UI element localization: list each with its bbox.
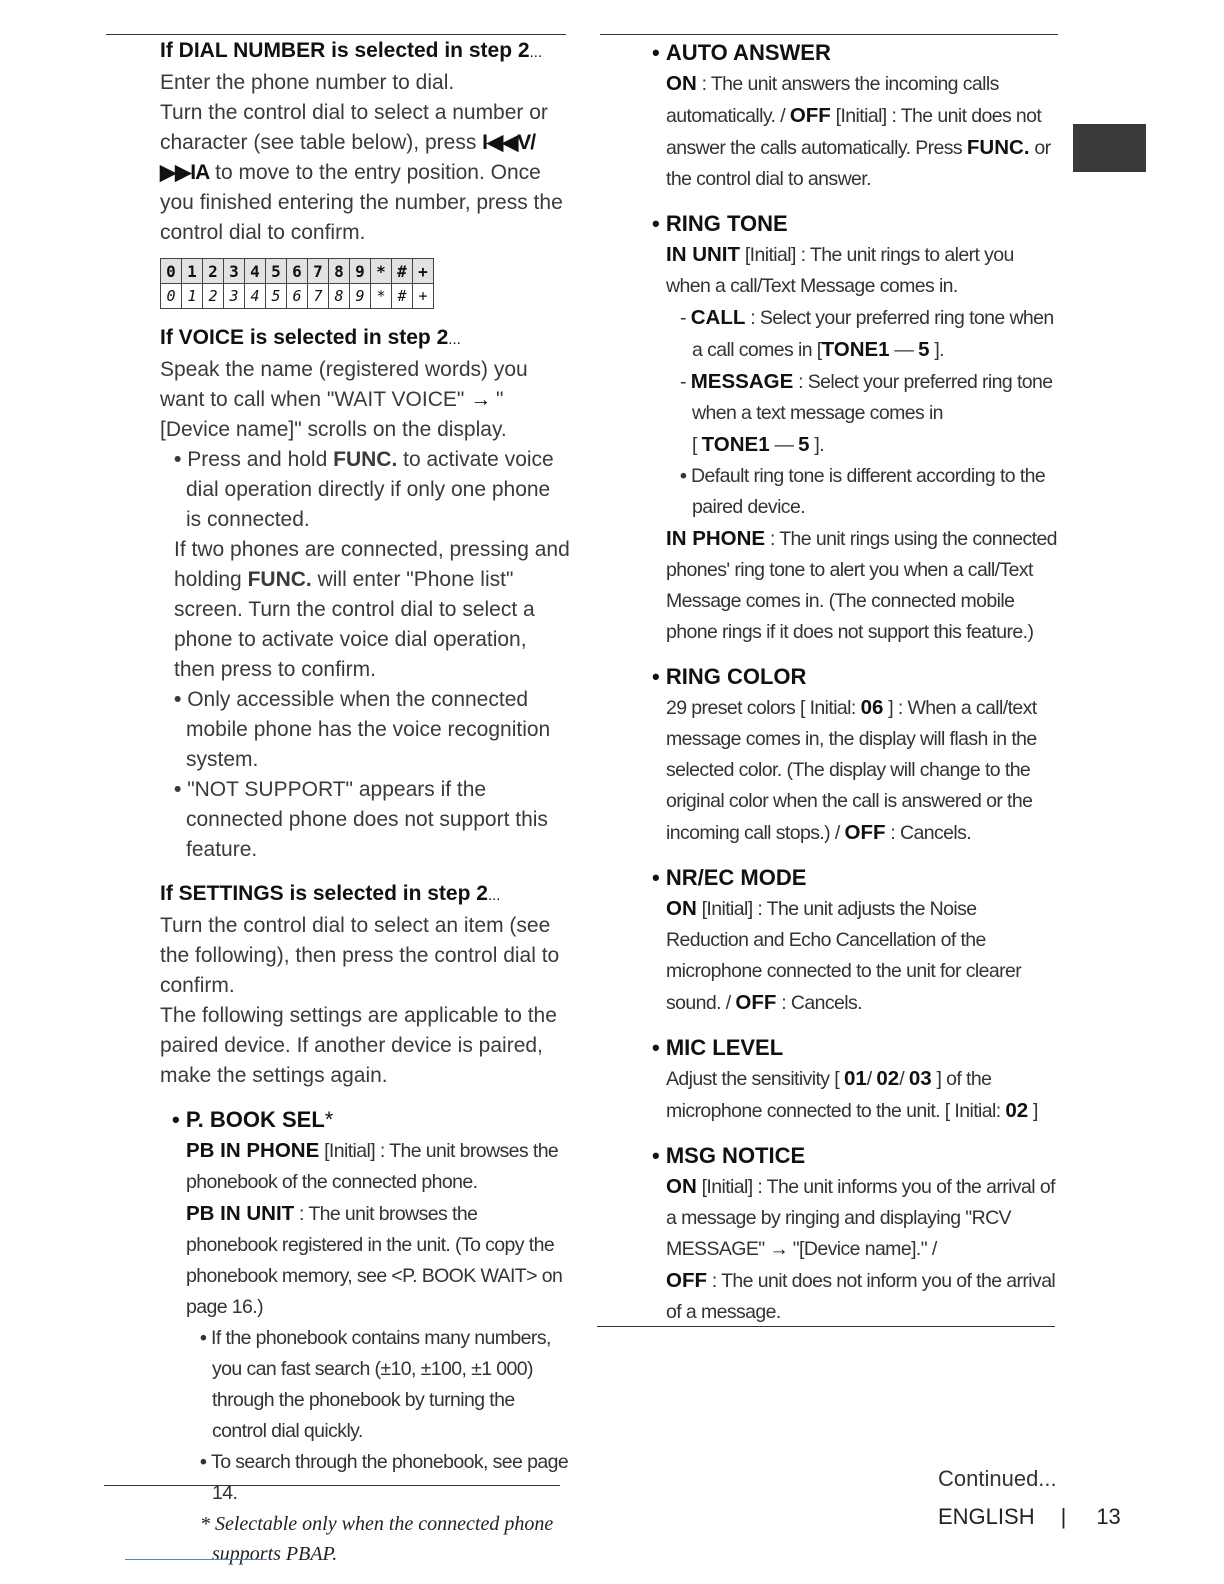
ring-color-off-text: : Cancels.: [890, 822, 972, 844]
arrow-right-icon: →: [470, 388, 491, 411]
message-tone1: TONE1: [701, 433, 770, 456]
settings-note: The following settings are applicable to the paired device. If another device is paired, make the settings again.: [160, 1004, 557, 1087]
footer-language: ENGLISH: [938, 1504, 1035, 1529]
voice-heading-ellipsis: ...: [448, 331, 461, 348]
voice-b1-func: FUNC.: [333, 448, 398, 471]
voice-b1p2-post: will enter "Phone list" screen. Turn the control dial to select a phone to activate voice dial operation, then press to confirm.: [174, 568, 535, 681]
msg-on: ON: [666, 1175, 697, 1198]
auto-answer-section: [652, 38, 1062, 195]
char-display-cell: 6: [287, 284, 308, 309]
mic-initial: 02: [1005, 1099, 1029, 1122]
call-text: : Select your preferred ring tone when a call comes in [: [692, 307, 1054, 361]
ring-tone-in-phone: [652, 523, 1062, 648]
mic-v3: 03: [908, 1067, 932, 1090]
voice-b1p2-pre: If two phones are connected, pressing and holding: [174, 538, 570, 591]
call-dash: —: [889, 339, 919, 361]
voice-bullet-2: • Only accessible when the connected mobile phone has the voice recognition system.: [160, 685, 570, 775]
auto-answer-tail: or the control dial to answer.: [666, 137, 1051, 190]
msg-off-text: : The unit does not inform you of the arrival of a message.: [666, 1270, 1056, 1323]
ring-color-initial: 06: [860, 696, 884, 719]
section-tab-marker: [1073, 124, 1146, 172]
message-five: 5: [798, 433, 810, 456]
call-tone1: TONE1: [821, 338, 890, 361]
ring-tone-call: - CALL : Select your preferred ring tone when a call comes in [TONE1 — 5 ].: [680, 306, 1054, 361]
pbook-heading: [172, 1105, 570, 1135]
in-unit-text: [Initial] : The unit rings to alert you when a call/Text Message comes in.: [666, 244, 1014, 297]
ring-color-text: [652, 692, 1062, 849]
msg-notice-heading: • MSG NOTICE: [652, 1141, 1062, 1171]
nrec-heading: • NR/EC MODE: [652, 863, 1062, 893]
decorative-blue-line: [125, 1559, 267, 1560]
pb-in-phone-label: PB IN PHONE: [186, 1139, 320, 1162]
mic-v2: 02: [876, 1067, 900, 1090]
char-cell: 7: [308, 259, 329, 284]
voice-bullet-1: [160, 445, 570, 535]
page-number: 13: [1096, 1504, 1121, 1529]
top-rule-right: [600, 34, 1058, 35]
settings-heading: [160, 879, 570, 911]
voice-instruction: [160, 355, 570, 445]
msg-device-name: "[Device name]." /: [792, 1238, 937, 1260]
pbook-heading-text: P. BOOK SEL: [185, 1107, 325, 1132]
char-cell: 6: [287, 259, 308, 284]
pbook-bullet-fast-search: • If the phonebook contains many numbers, you can fast search (±10, ±100, ±1 000) through the phonebook by turning the control dial quickly.: [186, 1323, 570, 1447]
in-phone-label: IN PHONE: [666, 527, 766, 550]
char-cell: 5: [266, 259, 287, 284]
nrec-section: [652, 863, 1062, 1019]
settings-heading-ellipsis: ...: [487, 887, 501, 904]
continued-label: Continued...: [938, 1466, 1057, 1491]
ring-color-desc: ] : When a call/text message comes in, the display will flash in the selected color. (The display will change to the original color when the call is answered or the incoming call stops.) /: [666, 697, 1037, 844]
pbook-footnote: * Selectable only when the connected phone supports PBAP.: [200, 1513, 554, 1565]
char-display-cell: 0: [161, 284, 182, 309]
msg-off: OFF: [666, 1269, 707, 1292]
mic-post: ] of the microphone connected to the unit. [ Initial:: [666, 1068, 1001, 1122]
pb-in-unit-label: PB IN UNIT: [186, 1202, 295, 1225]
in-phone-text: : The unit rings using the connected phones' ring tone to alert you when a call/Text Message comes in. (The connected mobile phone rings if it does not support this feature.): [666, 528, 1057, 643]
ring-color-heading: • RING COLOR: [652, 662, 1062, 692]
pbook-bullet-search: • To search through the phonebook, see page 14.: [186, 1447, 570, 1509]
voice-heading-text: If VOICE is selected in step 2: [160, 326, 449, 349]
char-display-cell: 7: [308, 284, 329, 309]
arrow-right-icon: →: [769, 1238, 788, 1260]
auto-answer-text: [652, 68, 1062, 195]
mic-level-section: [652, 1033, 1062, 1127]
char-display-cell: 8: [329, 284, 350, 309]
pbook-option-unit: [172, 1198, 570, 1323]
nrec-on-text: [Initial] : The unit adjusts the Noise Reduction and Echo Cancellation of the microphone connected to the unit for clearer sound. /: [666, 898, 1022, 1014]
pbook-section: [160, 1105, 570, 1569]
char-display-cell: 2: [203, 284, 224, 309]
ring-color-pre: 29 preset colors [ Initial:: [666, 697, 856, 719]
voice-heading: [160, 323, 570, 355]
prev-next-keys-icon: I◀◀V/▶▶IA: [160, 131, 536, 184]
call-label: CALL: [690, 306, 746, 329]
msg-on-text: [Initial] : The unit informs you of the arrival of a message by ringing and displaying "RCV MESSAGE": [666, 1176, 1055, 1260]
voice-device-name: "[Device name]": [160, 388, 504, 441]
dial-instruction: Enter the phone number to dial.: [160, 71, 455, 94]
dial-number-heading: [160, 36, 570, 68]
voice-b1-post: to activate voice dial operation directly if only one phone is connected.: [186, 448, 554, 531]
char-cell: 8: [329, 259, 350, 284]
char-cell: *: [371, 259, 392, 284]
char-display-cell: #: [392, 284, 413, 309]
voice-b1-pre: Press and hold: [187, 448, 328, 471]
dial-instruction-2: [160, 98, 570, 248]
char-cell: 9: [350, 259, 371, 284]
char-cell: 1: [182, 259, 203, 284]
msg-notice-on: [652, 1171, 1062, 1265]
ring-tone-message: - MESSAGE : Select your preferred ring tone when a text message comes in [ TONE1 — 5 ].: [680, 370, 1053, 456]
ring-color-off: OFF: [844, 821, 886, 844]
auto-answer-on-text: : The unit answers the incoming calls automatically. /: [666, 73, 999, 127]
nrec-on: ON: [666, 897, 697, 920]
msg-notice-section: [652, 1141, 1062, 1328]
char-display-cell: +: [413, 284, 434, 309]
auto-answer-func: FUNC.: [966, 136, 1030, 159]
message-text: : Select your preferred ring tone when a text message comes in: [692, 371, 1053, 424]
dial-heading-text: If DIAL NUMBER is selected in step 2: [160, 39, 530, 62]
page-footer: [938, 1504, 1121, 1530]
character-table-row-display: [161, 284, 434, 309]
nrec-text: [652, 893, 1062, 1019]
mic-v1: 01: [843, 1067, 867, 1090]
char-display-cell: 1: [182, 284, 203, 309]
voice-bullet-3: • "NOT SUPPORT" appears if the connected phone does not support this feature.: [160, 775, 570, 865]
char-cell: 3: [224, 259, 245, 284]
call-five: 5: [918, 338, 930, 361]
top-rule-left: [106, 34, 566, 35]
char-cell: 0: [161, 259, 182, 284]
pbook-option-phone: [172, 1135, 570, 1198]
nrec-off: OFF: [735, 991, 777, 1014]
voice-instruction-pre: Speak the name (registered words) you want to call when "WAIT VOICE": [160, 358, 528, 411]
dial-instruction-2-post: to move to the entry position. Once you finished entering the number, press the control dial to confirm.: [160, 161, 563, 244]
voice-instruction-post: scrolls on the display.: [307, 418, 507, 441]
dial-number-section: [160, 36, 570, 309]
settings-instruction: Turn the control dial to select an item (see the following), then press the control dial to confirm.: [160, 914, 560, 997]
char-display-cell: *: [371, 284, 392, 309]
mic-level-text: Adjust the sensitivity [ 01/ 02/ 03 ] of the microphone connected to the unit. [ Initial: 02 ]: [666, 1067, 1038, 1122]
right-column: [652, 38, 1062, 1342]
voice-bullet-1-para-2: [160, 535, 570, 685]
mic-level-heading: • MIC LEVEL: [652, 1033, 1062, 1063]
settings-section: [160, 879, 570, 1091]
auto-answer-off-text: [Initial] : The unit does not answer the calls automatically. Press: [666, 105, 1042, 159]
char-display-cell: 3: [224, 284, 245, 309]
auto-answer-off: OFF: [789, 104, 831, 127]
voice-section: [160, 323, 570, 865]
in-unit-label: IN UNIT: [666, 243, 741, 266]
char-display-cell: 9: [350, 284, 371, 309]
message-label: MESSAGE: [690, 370, 794, 393]
dial-heading-ellipsis: ...: [529, 44, 543, 61]
char-display-cell: 4: [245, 284, 266, 309]
ring-tone-default-note: • Default ring tone is different according to the paired device.: [666, 461, 1062, 523]
message-dash: —: [769, 434, 799, 456]
pbook-asterisk: *: [324, 1107, 334, 1132]
left-column: [160, 36, 570, 1569]
nrec-off-text: : Cancels.: [781, 992, 862, 1014]
mic-pre: Adjust the sensitivity [: [666, 1068, 840, 1090]
ring-tone-heading: • RING TONE: [652, 209, 1062, 239]
footer-separator: |: [1060, 1504, 1067, 1529]
pb-in-phone-text: [Initial] : The unit browses the phonebook of the connected phone.: [186, 1140, 559, 1193]
pb-in-unit-text: : The unit browses the phonebook registered in the unit. (To copy the phonebook memory, see <P. BOOK WAIT> on page 16.): [186, 1203, 563, 1318]
voice-b1p2-func: FUNC.: [247, 568, 312, 591]
dial-instruction-2-pre: Turn the control dial to select a number or character (see table below), press: [160, 101, 548, 154]
auto-answer-heading: • AUTO ANSWER: [652, 38, 1062, 68]
char-cell: #: [392, 259, 413, 284]
auto-answer-on: ON: [666, 72, 697, 95]
char-cell: +: [413, 259, 434, 284]
ring-color-section: [652, 662, 1062, 849]
char-cell: 4: [245, 259, 266, 284]
character-table: [160, 258, 434, 309]
char-display-cell: 5: [266, 284, 287, 309]
settings-heading-text: If SETTINGS is selected in step 2: [160, 882, 488, 905]
char-cell: 2: [203, 259, 224, 284]
ring-tone-in-unit: [652, 239, 1062, 302]
character-table-row-top: [161, 259, 434, 284]
msg-notice-off: [652, 1265, 1062, 1328]
ring-tone-section: [652, 209, 1062, 648]
